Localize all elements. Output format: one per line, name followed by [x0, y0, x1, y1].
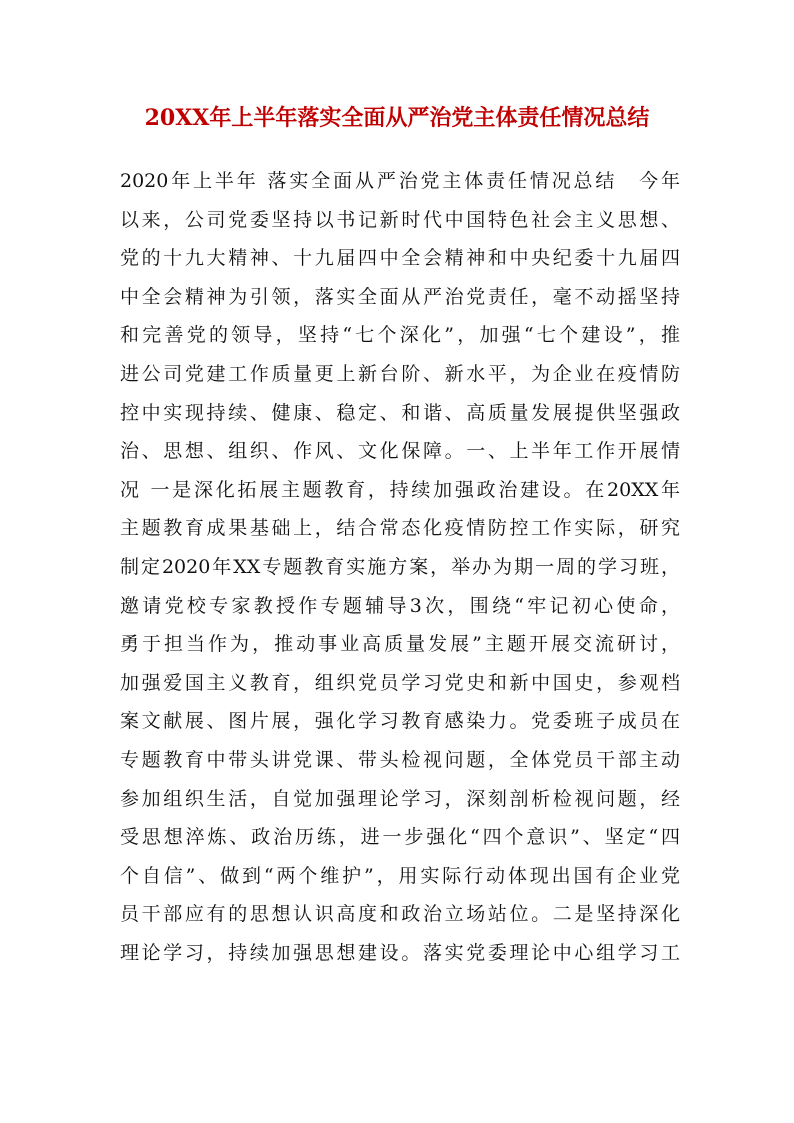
body-line: 制定2020年XX专题教育实施方案，举办为期一周的学习班， [120, 555, 680, 578]
body-line: 以来，公司党委坚持以书记新时代中国特色社会主义思想、 [120, 208, 680, 231]
body-line: 邀请党校专家教授作专题辅导3次，围绕“牢记初心使命， [120, 594, 680, 617]
body-line: 理论学习，持续加强思想建设。落实党委理论中心组学习工 [120, 941, 680, 964]
document-title: 20XX年上半年落实全面从严治党主体责任情况总结 [144, 105, 650, 131]
body-line: 况 一是深化拓展主题教育，持续加强政治建设。在20XX年 [120, 478, 680, 501]
body-line: 和完善党的领导，坚持“七个深化”，加强“七个建设”，推 [120, 324, 680, 347]
body-line: 个自信”、做到“两个维护”，用实际行动体现出国有企业党 [120, 864, 680, 887]
body-line: 治、思想、组织、作风、文化保障。一、上半年工作开展情 [120, 440, 680, 463]
body-line: 勇于担当作为，推动事业高质量发展”主题开展交流研讨， [120, 633, 680, 656]
body-line: 主题教育成果基础上，结合常态化疫情防控工作实际，研究 [120, 517, 680, 540]
body-line: 控中实现持续、健康、稳定、和谐、高质量发展提供坚强政 [120, 401, 680, 424]
body-line: 员干部应有的思想认识高度和政治立场站位。二是坚持深化 [120, 903, 680, 926]
body-line: 进公司党建工作质量更上新台阶、新水平，为企业在疫情防 [120, 362, 680, 385]
body-line: 专题教育中带头讲党课、带头检视问题，全体党员干部主动 [120, 748, 680, 771]
body-line: 加强爱国主义教育，组织党员学习党史和新中国史，参观档 [120, 671, 680, 694]
body-line: 2020年上半年 落实全面从严治党主体责任情况总结 今年 [120, 170, 680, 192]
body-line: 中全会精神为引领，落实全面从严治党责任，毫不动摇坚持 [120, 285, 680, 308]
body-line: 参加组织生活，自觉加强理论学习，深刻剖析检视问题，经 [120, 787, 680, 810]
body-line: 党的十九大精神、十九届四中全会精神和中央纪委十九届四 [120, 247, 680, 270]
body-line: 受思想淬炼、政治历练，进一步强化“四个意识”、坚定“四 [120, 826, 680, 849]
document-body [120, 162, 680, 972]
body-line: 案文献展、图片展，强化学习教育感染力。党委班子成员在 [120, 710, 680, 733]
